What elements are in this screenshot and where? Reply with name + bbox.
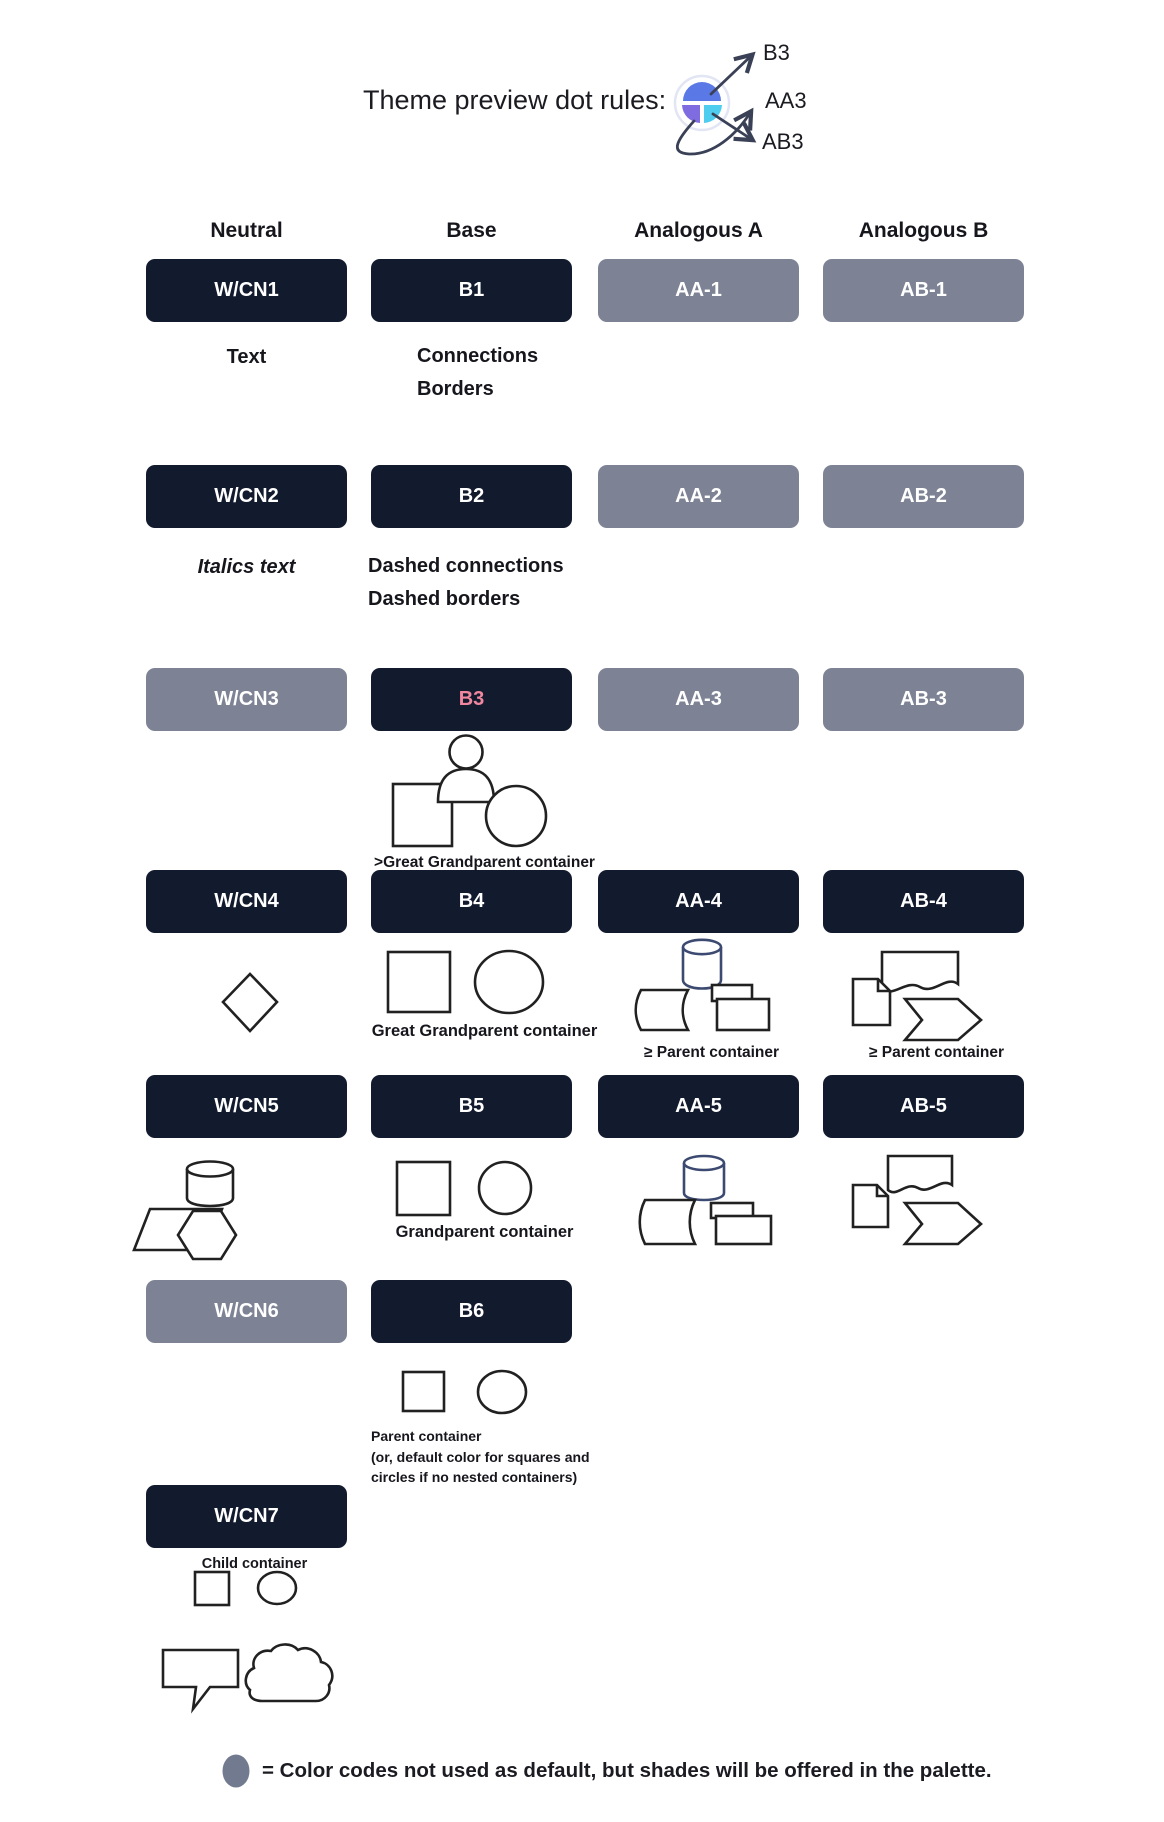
swatch-b5: B5 <box>371 1075 572 1138</box>
b3-shape-group <box>393 736 546 847</box>
swatch-wcn7: W/CN7 <box>146 1485 347 1548</box>
note-connections-borders <box>417 340 538 406</box>
cylinder-top-icon <box>187 1162 233 1177</box>
column-header-neutral: Neutral <box>210 219 283 242</box>
note-borders: Borders <box>417 378 494 400</box>
b5-shape-group <box>397 1162 531 1215</box>
aa4-shape-group <box>636 940 769 1030</box>
swatch-b1: B1 <box>371 259 572 322</box>
square-icon <box>388 952 450 1012</box>
arrow-to-ab3 <box>713 114 751 139</box>
note-connections: Connections <box>417 345 539 367</box>
swatch-b6: B6 <box>371 1280 572 1343</box>
cylinder-icon <box>684 1163 724 1200</box>
folder-body-icon <box>717 999 769 1030</box>
dot-blue-half <box>683 82 721 101</box>
square-icon <box>397 1162 450 1215</box>
cylinder-icon <box>187 1169 233 1206</box>
chevron-arrow-icon <box>905 1203 981 1244</box>
chevron-arrow-icon <box>905 999 981 1040</box>
caption-great-grandparent-gt: >Great Grandparent container <box>374 854 595 871</box>
circle-icon <box>478 1371 526 1413</box>
arrow-to-aa3 <box>677 113 750 154</box>
arrow-to-b3 <box>711 56 751 94</box>
cloud-icon <box>246 1644 332 1701</box>
dot-label-ab3: AB3 <box>762 129 804 154</box>
hexagon-icon <box>178 1211 236 1259</box>
swatch-ab5: AB-5 <box>823 1075 1024 1138</box>
swatch-ab4: AB-4 <box>823 870 1024 933</box>
dot-label-aa3: AA3 <box>765 88 807 113</box>
folder-body-icon <box>716 1216 771 1244</box>
caption-parent-block <box>371 1426 590 1488</box>
note-italics-text: Italics text <box>197 556 296 578</box>
caption-ge-parent-ab: ≥ Parent container <box>868 1044 1005 1061</box>
swatch-aa1: AA-1 <box>598 259 799 322</box>
note-dashed-connections: Dashed connections <box>368 555 564 577</box>
swatch-wcn4: W/CN4 <box>146 870 347 933</box>
cylinder-top-icon <box>683 940 721 954</box>
square-icon <box>195 1572 229 1605</box>
dot-cyan-quadrant <box>704 105 722 123</box>
caption-child-container: Child container <box>201 1556 308 1572</box>
swatch-aa4: AA-4 <box>598 870 799 933</box>
swatch-ab3: AB-3 <box>823 668 1024 731</box>
swatch-b4: B4 <box>371 870 572 933</box>
wcn4-shape-group <box>223 974 277 1031</box>
column-header-base: Base <box>446 219 497 242</box>
caption-ge-parent-aa: ≥ Parent container <box>643 1044 780 1061</box>
cylinder-top-icon <box>684 1156 724 1170</box>
person-body-icon <box>438 769 494 802</box>
note-dashed-borders: Dashed borders <box>368 588 521 610</box>
swatch-wcn3: W/CN3 <box>146 668 347 731</box>
swatch-aa5: AA-5 <box>598 1075 799 1138</box>
b6-shape-group <box>403 1371 526 1413</box>
swatch-b2: B2 <box>371 465 572 528</box>
square-icon <box>393 784 452 846</box>
square-icon <box>403 1372 444 1411</box>
swatch-b3: B3 <box>371 668 572 731</box>
wavy-document-icon <box>882 952 958 991</box>
circle-icon <box>486 786 546 846</box>
person-head-icon <box>450 736 483 769</box>
swatch-wcn1: W/CN1 <box>146 259 347 322</box>
wcn7-shape-group <box>163 1572 332 1709</box>
diamond-icon <box>223 974 277 1031</box>
document-icon <box>853 1185 888 1227</box>
legend-text: = Color codes not used as default, but shades will be offered in the palette. <box>262 1759 992 1782</box>
caption-parent: Parent container <box>371 1428 482 1444</box>
swatch-aa2: AA-2 <box>598 465 799 528</box>
note-text: Text <box>226 346 267 368</box>
dot-label-b3: B3 <box>763 40 790 65</box>
caption-parent-note-2: circles if no nested containers) <box>371 1469 578 1485</box>
ab5-shape-group <box>853 1156 981 1244</box>
column-header-analogous-b: Analogous B <box>858 219 989 242</box>
note-dashed <box>368 550 564 616</box>
caption-parent-note-1: (or, default color for squares and <box>371 1448 590 1465</box>
dot-purple-quadrant <box>682 105 700 123</box>
wcn5-shape-group <box>134 1162 236 1260</box>
swatch-aa3: AA-3 <box>598 668 799 731</box>
stored-data-icon <box>640 1200 695 1244</box>
swatch-wcn5: W/CN5 <box>146 1075 347 1138</box>
swatch-ab1: AB-1 <box>823 259 1024 322</box>
page-title: Theme preview dot rules: <box>363 85 667 115</box>
document-fold-icon <box>878 979 890 991</box>
b4-shape-group <box>388 951 543 1013</box>
caption-great-grandparent: Great Grandparent container <box>371 1022 598 1040</box>
dot-rule-arrows <box>677 56 751 154</box>
swatch-wcn2: W/CN2 <box>146 465 347 528</box>
stored-data-icon <box>636 990 688 1030</box>
cylinder-icon <box>683 947 721 989</box>
wavy-document-icon <box>888 1156 952 1192</box>
column-header-analogous-a: Analogous A <box>634 219 763 242</box>
legend-gray-dot-icon <box>223 1755 250 1788</box>
parallelogram-icon <box>134 1209 222 1250</box>
folder-tab-icon <box>712 985 752 1001</box>
circle-icon <box>258 1572 296 1604</box>
caption-grandparent: Grandparent container <box>395 1223 574 1241</box>
circle-icon <box>475 951 543 1013</box>
swatch-ab2: AB-2 <box>823 465 1024 528</box>
document-fold-icon <box>877 1185 888 1196</box>
circle-icon <box>479 1162 531 1214</box>
speech-bubble-icon <box>163 1650 238 1709</box>
ab4-shape-group <box>853 952 981 1040</box>
document-icon <box>853 979 890 1025</box>
folder-tab-icon <box>711 1203 753 1218</box>
theme-preview-dot-icon <box>675 76 729 130</box>
swatch-wcn6: W/CN6 <box>146 1280 347 1343</box>
aa5-shape-group <box>640 1156 771 1244</box>
